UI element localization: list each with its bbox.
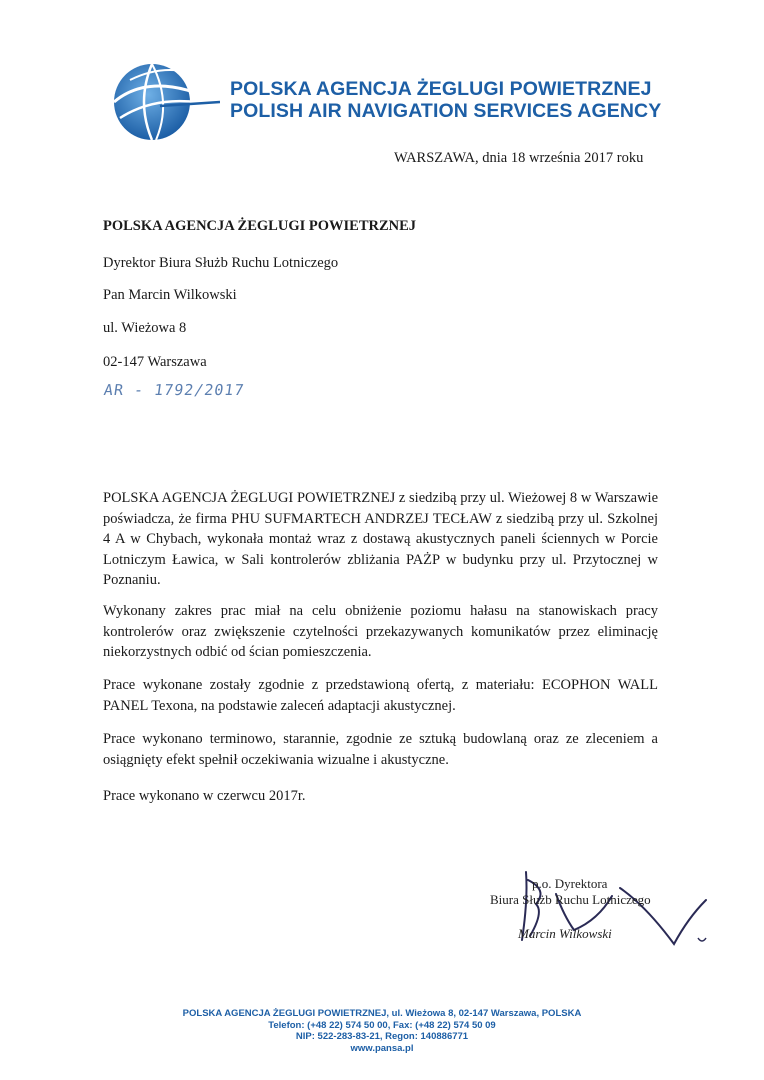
- signature-block: [470, 860, 730, 960]
- body-paragraph-2: Wykonany zakres prac miał na celu obniżenie poziomu hałasu na stanowiskach pracy kontrolerów oraz zwiększenie czytelności przekazywanych komunikatów przez eliminację niekorzystnych odbić od ścian pomieszczenia.: [103, 603, 658, 660]
- body-paragraph-5: Prace wykonano w czerwcu 2017r.: [103, 788, 306, 804]
- recipient-org: POLSKA AGENCJA ŻEGLUGI POWIETRZNEJ: [103, 218, 417, 234]
- signature-department: Biura Służb Ruchu Lotniczego: [490, 892, 651, 907]
- footer-address: POLSKA AGENCJA ŻEGLUGI POWIETRZNEJ, ul. Wieżowa 8, 02-147 Warszawa, POLSKA: [182, 1008, 582, 1019]
- handwritten-signature-icon: [470, 860, 730, 960]
- footer-phone: Telefon: (+48 22) 574 50 00, Fax: (+48 22) 574 50 09: [268, 1019, 496, 1031]
- organization-name-en: POLISH AIR NAVIGATION SERVICES AGENCY: [230, 100, 662, 122]
- signature-name: Marcin Wilkowski: [518, 926, 612, 941]
- footer: [0, 1008, 764, 1054]
- organization-name-pl: POLSKA AGENCJA ŻEGLUGI POWIETRZNEJ: [230, 78, 652, 100]
- body-paragraph-3: Prace wykonane zostały zgodnie z przedstawioną ofertą, z materiału: ECOPHON WALL PANEL Texona, na podstawie zaleceń adaptacji akustycznej.: [103, 677, 658, 714]
- organization-name: [230, 78, 661, 122]
- recipient-city: 02-147 Warszawa: [103, 354, 207, 370]
- recipient-name: Pan Marcin Wilkowski: [103, 287, 237, 303]
- body-paragraph-4: Prace wykonano terminowo, starannie, zgodnie ze sztuką budowlaną oraz ze zleceniem a osiągnięty efekt spełnił oczekiwania wizualne i akustyczne.: [103, 731, 658, 768]
- signature-role: p.o. Dyrektora: [532, 876, 608, 891]
- pansa-logo-icon: [100, 40, 220, 150]
- footer-website: www.pansa.pl: [350, 1042, 414, 1054]
- handwritten-reference-number: AR - 1792/2017: [102, 381, 246, 399]
- recipient-title: Dyrektor Biura Służb Ruchu Lotniczego: [103, 255, 339, 271]
- date-line: WARSZAWA, dnia 18 września 2017 roku: [394, 150, 644, 166]
- footer-tax-ids: NIP: 522-283-83-21, Regon: 140886771: [295, 1031, 469, 1042]
- recipient-street: ul. Wieżowa 8: [103, 320, 187, 336]
- body-paragraph-1: POLSKA AGENCJA ŻEGLUGI POWIETRZNEJ z siedzibą przy ul. Wieżowej 8 w Warszawie poświadcza, że firma PHU SUFMARTECH ANDRZEJ TECŁAW z siedzibą przy ul. Szkolnej 4 A w Chybach, wykonała montaż wraz z dostawą akustycznych paneli ściennych w Porcie Lotniczym Ławica, w Sali kontrolerów zbliżania PAŻP w budynku przy ul. Przytocznej w Poznaniu.: [103, 490, 658, 588]
